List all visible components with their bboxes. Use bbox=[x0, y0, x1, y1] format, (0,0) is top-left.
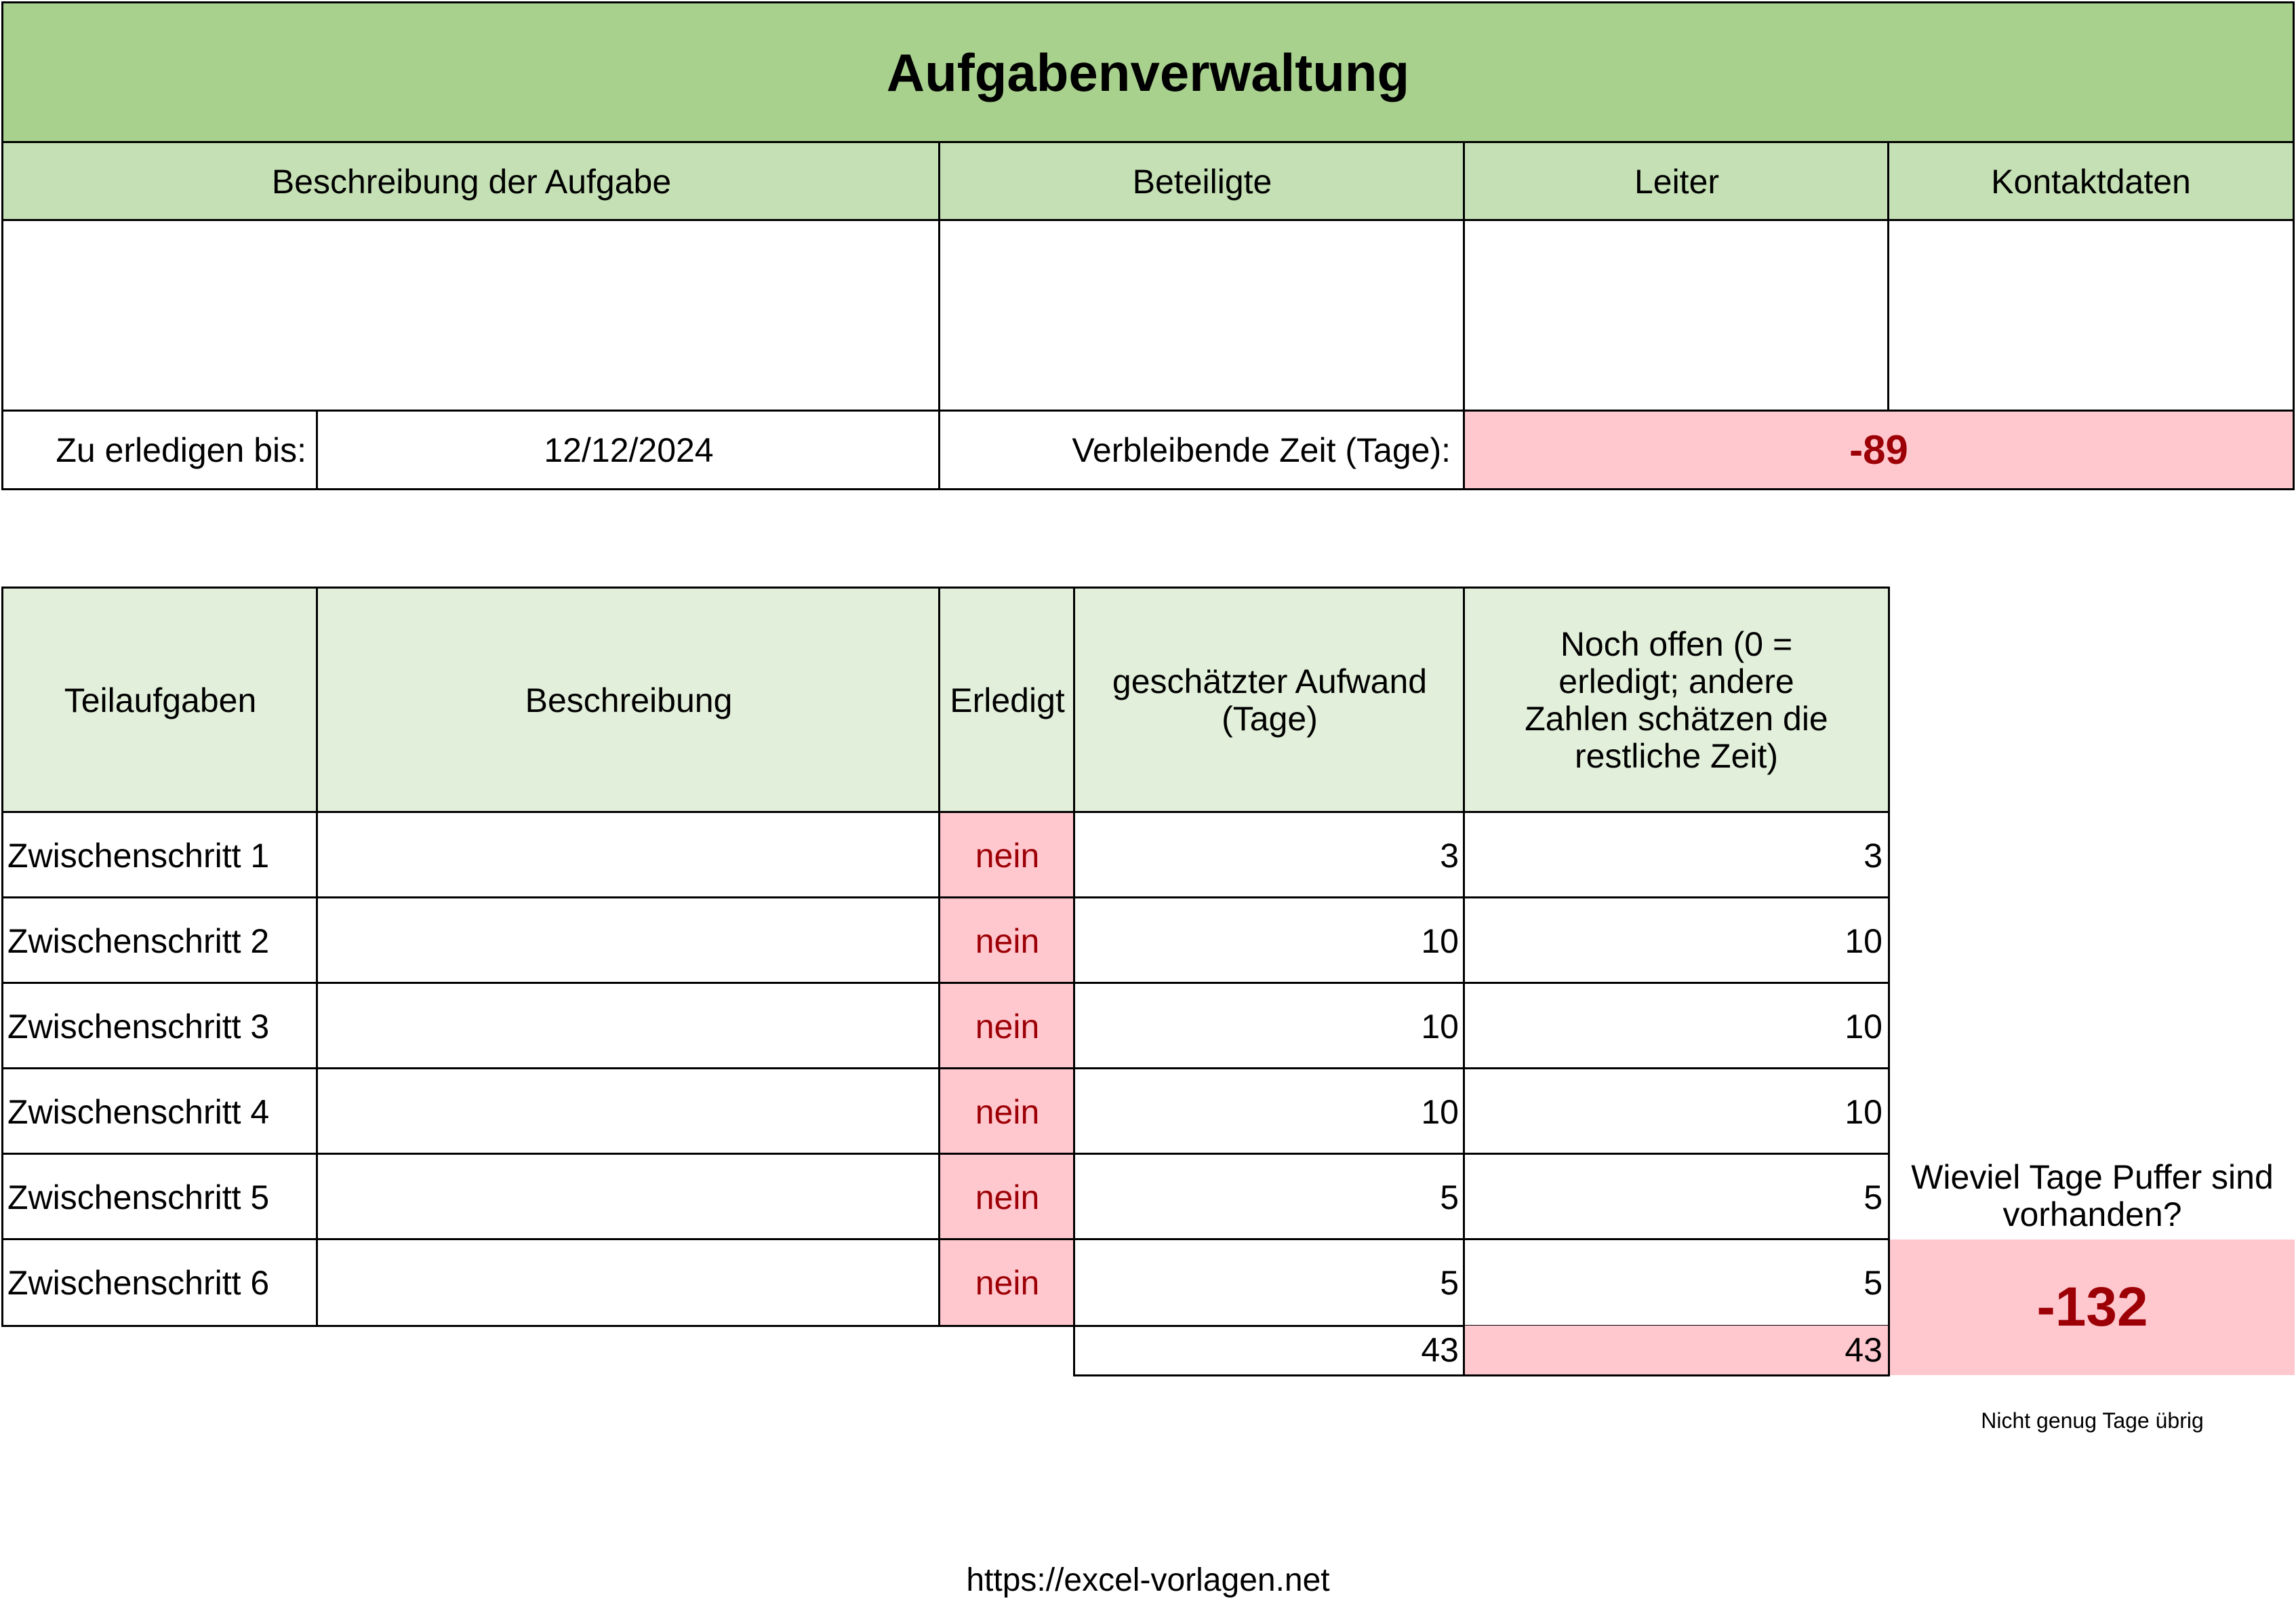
buffer-label: Wieviel Tage Puffer sind vorhanden? bbox=[1911, 1158, 2274, 1233]
row-done[interactable]: nein bbox=[938, 1153, 1074, 1239]
task-description-cell[interactable] bbox=[1, 219, 940, 411]
leader-cell[interactable] bbox=[1463, 219, 1889, 411]
row-done[interactable]: nein bbox=[938, 811, 1074, 898]
row-name: Zwischenschritt 4 bbox=[1, 1067, 317, 1154]
buffer-value: -132 bbox=[1890, 1239, 2295, 1375]
row-open[interactable]: 5 bbox=[1463, 1153, 1890, 1239]
header-participants: Beteiligte bbox=[938, 141, 1464, 220]
header-contact: Kontaktdaten bbox=[1887, 141, 2295, 220]
row-name: Zwischenschritt 5 bbox=[1, 1153, 317, 1239]
row-name: Zwischenschritt 2 bbox=[1, 896, 317, 983]
row-done[interactable]: nein bbox=[938, 982, 1074, 1069]
due-label: Zu erledigen bis: bbox=[1, 410, 317, 490]
row-estimated[interactable]: 10 bbox=[1073, 896, 1464, 983]
row-name: Zwischenschritt 3 bbox=[1, 982, 317, 1069]
row-done[interactable]: nein bbox=[938, 1238, 1074, 1327]
remaining-time-value: -89 bbox=[1463, 410, 2295, 490]
row-estimated[interactable]: 5 bbox=[1073, 1238, 1464, 1327]
row-estimated[interactable]: 10 bbox=[1073, 982, 1464, 1069]
footer-url-link[interactable]: https://excel-vorlagen.net bbox=[966, 1562, 1330, 1598]
row-name: Zwischenschritt 1 bbox=[1, 811, 317, 898]
row-estimated[interactable]: 3 bbox=[1073, 811, 1464, 898]
row-open[interactable]: 10 bbox=[1463, 1067, 1890, 1154]
row-open[interactable]: 10 bbox=[1463, 982, 1890, 1069]
remaining-time-label: Verbleibende Zeit (Tage): bbox=[938, 410, 1464, 490]
participants-cell[interactable] bbox=[938, 219, 1464, 411]
header-open: Noch offen (0 = erledigt; andere Zahlen schätzen die restliche Zeit) bbox=[1463, 587, 1890, 812]
header-subtask-description: Beschreibung bbox=[316, 587, 940, 812]
buffer-note: Nicht genug Tage übrig bbox=[1981, 1408, 2204, 1433]
row-estimated[interactable]: 10 bbox=[1073, 1067, 1464, 1154]
row-estimated[interactable]: 5 bbox=[1073, 1153, 1464, 1239]
header-subtasks: Teilaufgaben bbox=[1, 587, 317, 812]
header-task-description: Beschreibung der Aufgabe bbox=[1, 141, 940, 220]
total-estimated: 43 bbox=[1073, 1326, 1464, 1376]
row-description-cell[interactable] bbox=[316, 896, 940, 983]
header-done: Erledigt bbox=[938, 587, 1074, 812]
row-description-cell[interactable] bbox=[316, 982, 940, 1069]
contact-cell[interactable] bbox=[1887, 219, 2295, 411]
row-description-cell[interactable] bbox=[316, 1067, 940, 1154]
row-open[interactable]: 5 bbox=[1463, 1238, 1890, 1327]
row-description-cell[interactable] bbox=[316, 1238, 940, 1327]
row-description-cell[interactable] bbox=[316, 1153, 940, 1239]
header-estimated: geschätzter Aufwand (Tage) bbox=[1073, 587, 1464, 812]
header-leader: Leiter bbox=[1463, 141, 1889, 220]
row-description-cell[interactable] bbox=[316, 811, 940, 898]
row-open[interactable]: 3 bbox=[1463, 811, 1890, 898]
row-open[interactable]: 10 bbox=[1463, 896, 1890, 983]
total-open: 43 bbox=[1463, 1326, 1890, 1376]
row-done[interactable]: nein bbox=[938, 1067, 1074, 1154]
due-date-cell[interactable]: 12/12/2024 bbox=[316, 410, 940, 490]
row-name: Zwischenschritt 6 bbox=[1, 1238, 317, 1327]
row-done[interactable]: nein bbox=[938, 896, 1074, 983]
page-title: Aufgabenverwaltung bbox=[1, 1, 2295, 142]
